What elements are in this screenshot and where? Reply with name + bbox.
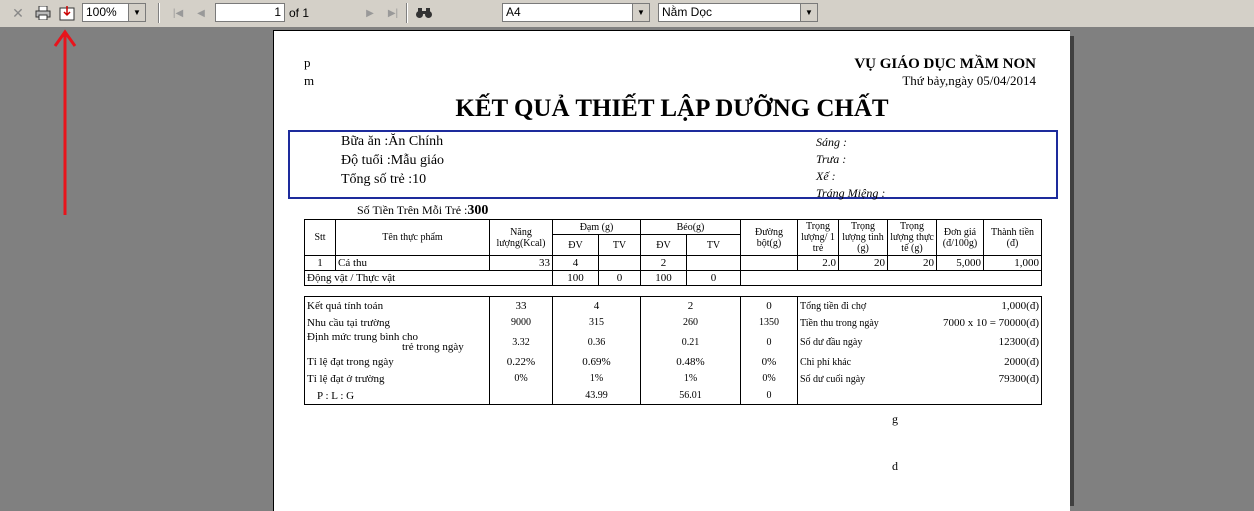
summary-money-label: Số dư cuối ngày <box>800 373 866 385</box>
last-page-icon[interactable]: ▶| <box>387 7 399 19</box>
cell-food: Cá thu <box>336 256 490 271</box>
summary-money-label: Số dư đầu ngày <box>800 337 863 348</box>
summary-money-value: 1,000(đ) <box>1001 299 1039 312</box>
summary-fat: 0.48% <box>641 353 741 370</box>
animal-plant-row <box>305 271 1042 286</box>
summary-fat: 1% <box>641 370 741 387</box>
report-title: KẾT QUẢ THIẾT LẬP DƯỠNG CHẤT <box>455 95 889 122</box>
summary-fat: 260 <box>641 314 741 331</box>
page-number-input[interactable]: 1 <box>215 3 285 22</box>
header-protein-dv: ĐV <box>553 235 599 256</box>
first-page-icon[interactable]: |◀ <box>172 7 184 19</box>
print-icon[interactable] <box>33 3 53 23</box>
footer-g: g <box>892 412 898 426</box>
summary-energy: 9000 <box>490 314 553 331</box>
summary-label-line2: trẻ trong ngày <box>402 341 464 353</box>
cell-unit-price: 5,000 <box>937 256 984 271</box>
animal-plant-label: Động vật / Thực vật <box>305 271 553 286</box>
summary-sugar: 0% <box>741 370 798 387</box>
summary-money-cell <box>798 387 1042 405</box>
summary-label: P : L : G <box>305 387 490 405</box>
money-per-child <box>357 203 488 219</box>
cell-net-weight: 20 <box>839 256 888 271</box>
header-energy: Năng lượng(Kcal) <box>490 220 553 256</box>
summary-money-cell <box>798 331 1042 353</box>
header-left-p: p <box>304 55 311 70</box>
cell-real-weight: 20 <box>888 256 937 271</box>
header-food: Tên thực phẩm <box>336 220 490 256</box>
total-children: Tổng số trẻ :10 <box>341 172 427 187</box>
paper-size-value: A4 <box>506 5 521 19</box>
summary-label <box>305 331 490 353</box>
header-unit-price: Đơn giá (đ/100g) <box>937 220 984 256</box>
summary-money-label: Tiền thu trong ngày <box>800 317 879 329</box>
cell-protein-tv <box>599 256 641 271</box>
summary-money-cell <box>798 314 1042 331</box>
cell-sugar <box>741 256 798 271</box>
header-net-weight: Trọng lượng tinh (g) <box>839 220 888 256</box>
summary-row <box>305 314 1042 331</box>
summary-fat: 0.21 <box>641 331 741 353</box>
money-per-child-label: Số Tiền Trên Mỗi Trẻ : <box>357 203 468 217</box>
report-date: Thứ bảy,ngày 05/04/2014 <box>902 73 1036 88</box>
summary-money-value: 7000 x 10 = 70000(đ) <box>942 316 1039 329</box>
orientation-select[interactable] <box>658 3 818 22</box>
zoom-value: 100% <box>86 5 117 19</box>
summary-row <box>305 331 1042 353</box>
page-count-label: of 1 <box>289 6 310 20</box>
summary-label-line1: Định mức trung bình cho <box>307 331 419 343</box>
header-protein-tv: TV <box>599 235 641 256</box>
snack-label: Xế : <box>816 169 836 183</box>
money-per-child-value: 300 <box>467 203 489 218</box>
close-icon[interactable]: ✕ <box>12 4 24 21</box>
header-fat-tv: TV <box>687 235 741 256</box>
summary-protein: 43.99 <box>553 387 641 405</box>
breakfast-label: Sáng : <box>816 135 847 149</box>
header-left-m: m <box>304 73 315 88</box>
header-stt: Stt <box>305 220 336 256</box>
cell-fat-tv <box>687 256 741 271</box>
summary-sugar: 0% <box>741 353 798 370</box>
summary-row <box>305 387 1042 405</box>
report-page <box>273 30 1070 511</box>
summary-label: Nhu cầu tại trường <box>305 314 490 331</box>
summary-protein: 0.69% <box>553 353 641 370</box>
header-weight: Trọng lượng/ 1 trẻ <box>798 220 839 256</box>
chevron-down-icon[interactable]: ▼ <box>800 4 817 21</box>
viewer-toolbar <box>0 0 1254 28</box>
cell-protein-dv: 4 <box>553 256 599 271</box>
lunch-label: Trưa : <box>816 152 847 166</box>
header-protein: Đạm (g) <box>553 220 641 235</box>
animal-protein-tv: 0 <box>599 271 641 286</box>
cell-fat-dv: 2 <box>641 256 687 271</box>
animal-protein-dv: 100 <box>553 271 599 286</box>
summary-energy: 33 <box>490 297 553 315</box>
export-icon[interactable] <box>57 3 77 23</box>
dessert-label: Tráng Miệng : <box>816 186 886 200</box>
summary-money-label: Chi phí khác <box>800 356 852 368</box>
cell-stt: 1 <box>305 256 336 271</box>
header-real-weight: Trọng lượng thực tế (g) <box>888 220 937 256</box>
summary-table <box>304 296 1042 405</box>
orientation-value: Nằm Dọc <box>662 5 713 19</box>
summary-sugar: 1350 <box>741 314 798 331</box>
animal-fat-tv: 0 <box>687 271 741 286</box>
summary-money-cell <box>798 353 1042 370</box>
summary-protein: 0.36 <box>553 331 641 353</box>
summary-row <box>305 370 1042 387</box>
summary-label: Tỉ lệ đạt trong ngày <box>305 353 490 370</box>
summary-money-value: 2000(đ) <box>1004 355 1039 368</box>
summary-money-cell <box>798 370 1042 387</box>
toolbar-separator <box>406 3 408 23</box>
summary-money-cell <box>798 297 1042 315</box>
summary-energy <box>490 387 553 405</box>
toolbar-separator <box>158 3 160 23</box>
animal-plant-empty <box>741 271 1042 286</box>
summary-energy: 0.22% <box>490 353 553 370</box>
footer-d: d <box>892 459 898 473</box>
table-row <box>305 256 1042 271</box>
summary-label: Kết quả tính toán <box>305 297 490 315</box>
summary-protein: 1% <box>553 370 641 387</box>
summary-money-value: 79300(đ) <box>998 372 1039 385</box>
age-group: Độ tuổi :Mẫu giáo <box>341 153 445 168</box>
cell-total: 1,000 <box>984 256 1042 271</box>
summary-sugar: 0 <box>741 331 798 353</box>
header-fat: Béo(g) <box>641 220 741 235</box>
cell-weight: 2.0 <box>798 256 839 271</box>
annotation-arrow-icon <box>52 28 78 218</box>
binoculars-icon[interactable] <box>414 3 434 23</box>
meal-type: Bữa ăn :Ăn Chính <box>341 134 444 149</box>
animal-fat-dv: 100 <box>641 271 687 286</box>
nutrition-table <box>304 219 1042 286</box>
chevron-down-icon[interactable]: ▼ <box>632 4 649 21</box>
summary-energy: 3.32 <box>490 331 553 353</box>
summary-fat: 56.01 <box>641 387 741 405</box>
summary-energy: 0% <box>490 370 553 387</box>
summary-protein: 4 <box>553 297 641 315</box>
summary-row <box>305 353 1042 370</box>
summary-money-value: 12300(đ) <box>998 336 1039 348</box>
summary-sugar: 0 <box>741 387 798 405</box>
previous-page-icon[interactable]: ◀ <box>197 7 205 19</box>
table-header-row <box>305 220 1042 235</box>
summary-money-label: Tổng tiền đi chợ <box>800 300 867 312</box>
chevron-down-icon[interactable]: ▼ <box>128 4 145 21</box>
next-page-icon[interactable]: ▶ <box>366 7 374 19</box>
summary-fat: 2 <box>641 297 741 315</box>
header-total: Thành tiền (đ) <box>984 220 1042 256</box>
paper-size-select[interactable] <box>502 3 650 22</box>
summary-sugar: 0 <box>741 297 798 315</box>
zoom-select[interactable] <box>82 3 146 22</box>
organization-name: VỤ GIÁO DỤC MẦM NON <box>854 56 1036 72</box>
cell-energy: 33 <box>490 256 553 271</box>
summary-protein: 315 <box>553 314 641 331</box>
header-fat-dv: ĐV <box>641 235 687 256</box>
summary-row <box>305 297 1042 315</box>
header-sugar: Đường bột(g) <box>741 220 798 256</box>
summary-label: Tỉ lệ đạt ở trường <box>305 370 490 387</box>
